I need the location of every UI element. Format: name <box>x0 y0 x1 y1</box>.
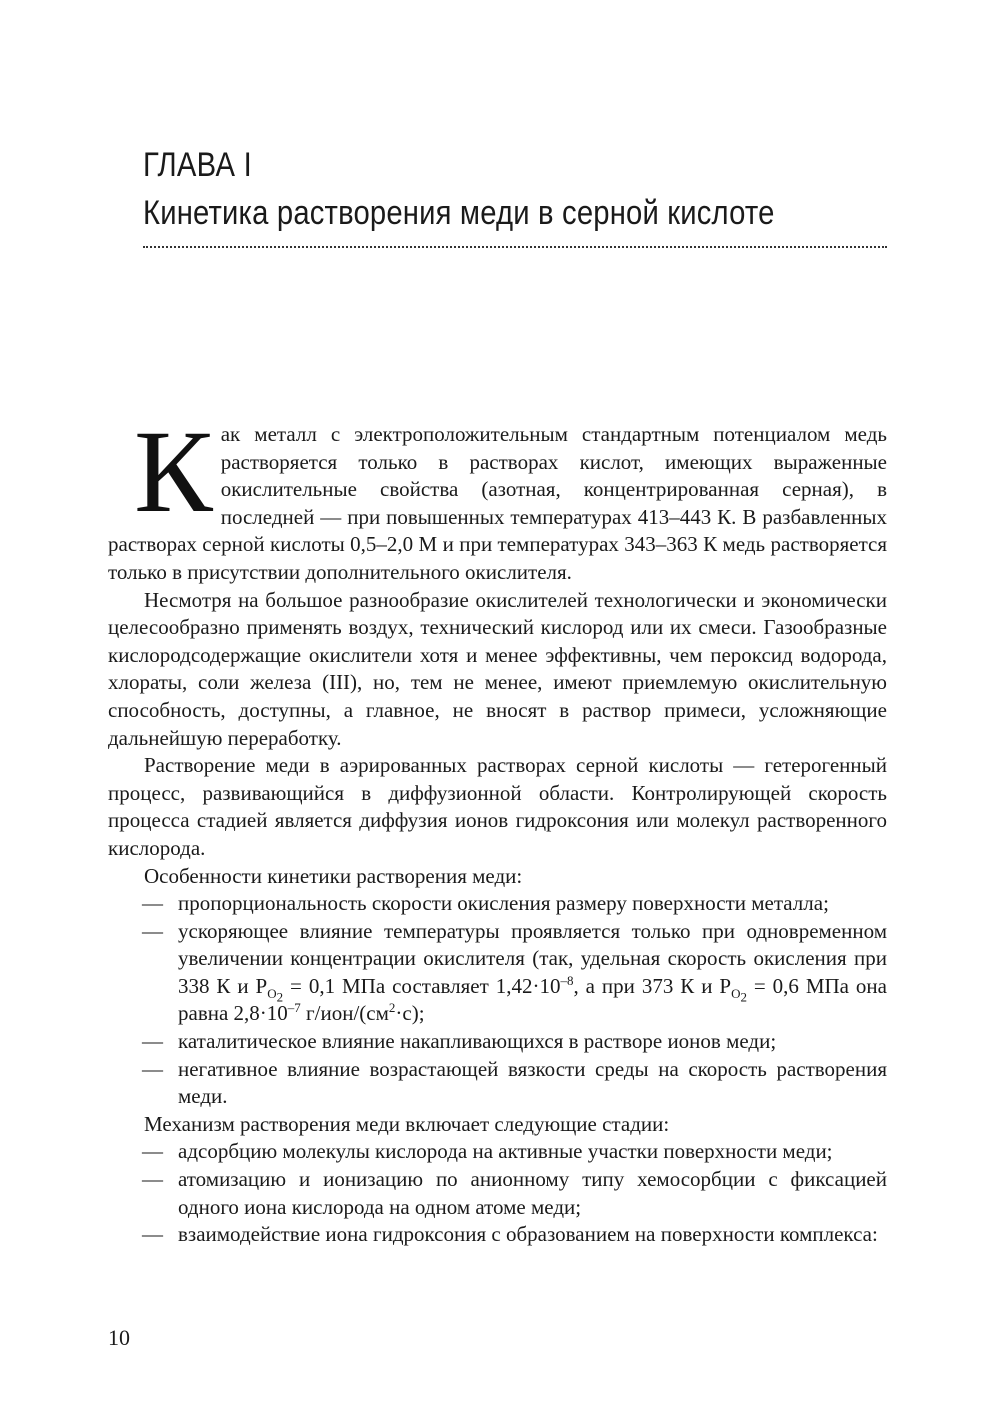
list-dash: — <box>142 1056 163 1081</box>
paragraph-4: Особенности кинетики растворения меди: <box>144 863 523 888</box>
list-item: — адсорбцию молекулы кислорода на активные участки поверхности меди; <box>108 1138 887 1166</box>
list-dash: — <box>142 1222 163 1247</box>
paragraph-1-text: ак металл с электроположительным стандартным потенциалом медь растворяется только в растворах кислот, имеющих выраженные окислительные свойства (азотная, концентрированная серная), в последней — при повышенных температурах 413–443 К. В разбавленных растворах серной кислоты 0,5–2,0 М и при температурах 343–363 К медь растворяется только в присутствии дополнительного окислителя. <box>108 422 887 584</box>
paragraph-2: Несмотря на большое разнообразие окислителей технологически и экономически целесообразно применять воздух, технический кислород или их смеси. Газообразные кислородсодержащие окислители хотя и менее эффективны, чем пероксид водорода, хлораты, соли железа (III), но, тем не менее, имеют приемлемую окислительную способность, доступны, а главное, не вносят в раствор примеси, усложняющие дальнейшую переработку. <box>108 587 887 750</box>
list-dash: — <box>142 1139 163 1164</box>
paragraph-1 <box>108 406 887 587</box>
dotted-divider <box>143 246 887 248</box>
chapter-heading <box>143 140 887 248</box>
paragraph-5: Механизм растворения меди включает следующие стадии: <box>144 1111 670 1136</box>
body-text <box>108 406 887 1249</box>
list-item: — взаимодействие иона гидроксония с образованием на поверхности комплекса: <box>108 1221 887 1249</box>
list-dash: — <box>142 891 163 916</box>
list-item: — каталитическое влияние накапливающихся в растворе ионов меди; <box>108 1028 887 1056</box>
list-item: — атомизацию и ионизацию по анионному типу хемосорбции с фиксацией одного иона кислорода на одном атоме меди; <box>142 1167 887 1219</box>
mechanism-list <box>108 1138 887 1248</box>
list-dash: — <box>142 1167 163 1192</box>
features-list <box>108 890 887 1111</box>
chapter-title: Кинетика растворения меди в серной кислоте <box>143 194 775 232</box>
chapter-label: ГЛАВА I <box>143 146 252 184</box>
drop-cap: К <box>134 406 213 537</box>
list-dash: — <box>142 1029 163 1054</box>
page-number: 10 <box>108 1325 130 1350</box>
list-item: — ускоряющее влияние температуры проявляется только при одновременном увеличении концентрации окислителя (так, удельная скорость окисления при 338 К и $P_{O_2} = 0,1$ МПа составляет $1,42\cdot 10^{-8}$, а при 373 К и $P_{O_2} = 0,6$ МПа она равна $2,8\cdot 10^{-7}$ $г/ион/(см^2\cdot с)$; <box>142 918 887 1026</box>
paragraph-3: Растворение меди в аэрированных растворах серной кислоты — гетерогенный процесс, развивающийся в диффузионной области. Контролирующей скорость процесса стадией является диффузия ионов гидроксония или молекул растворенного кислорода. <box>108 753 887 860</box>
list-item: — пропорциональность скорости окисления размеру поверхности металла; <box>108 890 887 918</box>
list-dash: — <box>142 918 163 943</box>
list-item: — негативное влияние возрастающей вязкости среды на скорость растворения меди. <box>142 1056 887 1109</box>
